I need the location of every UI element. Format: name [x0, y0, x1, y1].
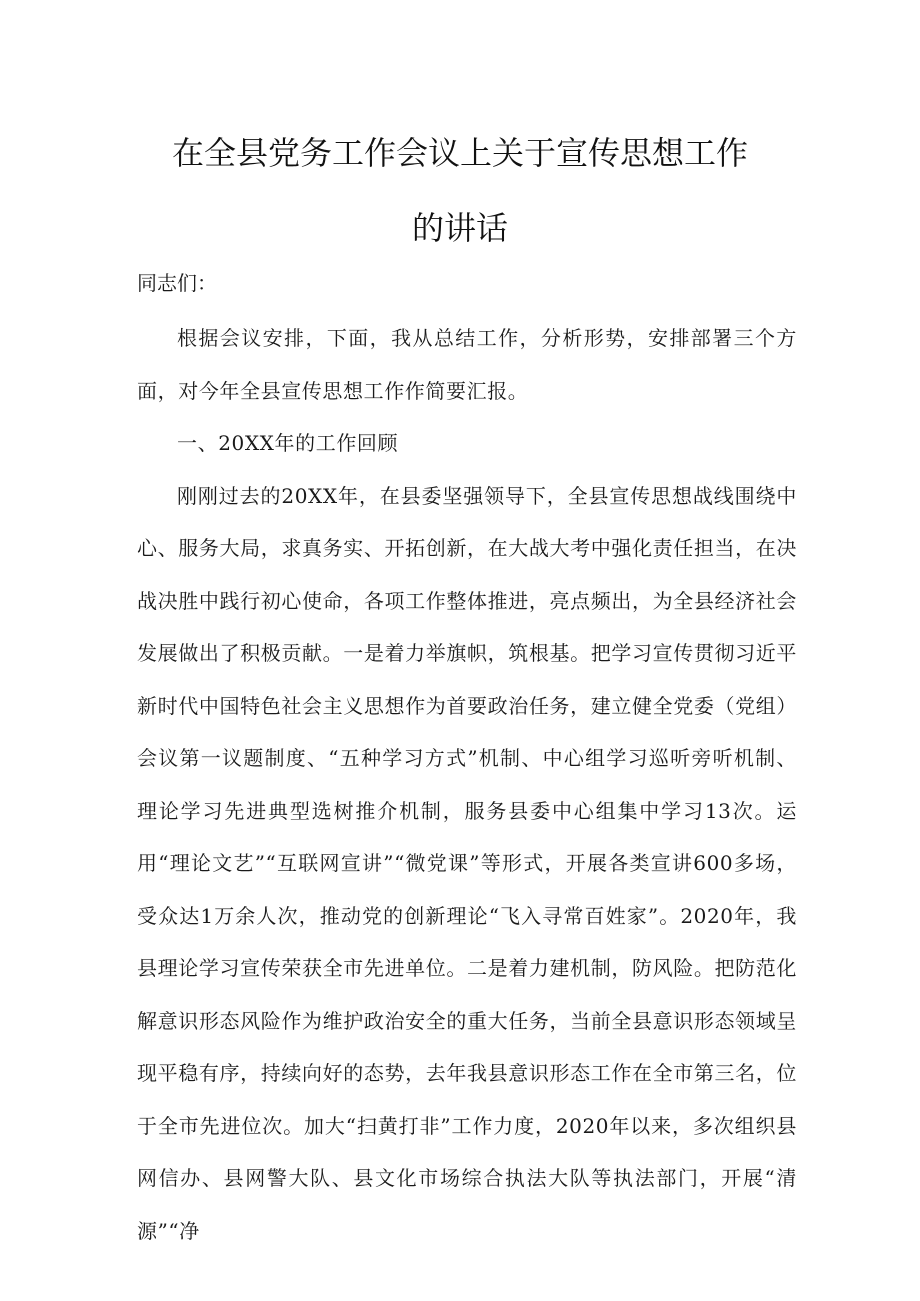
document-title-line-1: 在全县党务工作会议上关于宣传思想工作: [171, 134, 748, 172]
salutation: 同志们：: [137, 271, 217, 295]
section-heading: 一、20XX年的工作回顾: [177, 431, 399, 455]
review-paragraph: 刚刚过去的20XX年，在县委坚强领导下，全县宣传思想战线围绕中心、服务大局，求真务实、开拓创新，在大战大考中强化责任担当，在决战决胜中践行初心使命，各项工作整体推进，亮点频出，为全县经济社会发展做出了积极贡献。一是着力举旗帜，筑根基。把学习宣传贯彻习近平新时代中国特色社会主义思想作为首要政治任务，建立健全党委（党组）会议第一议题制度、“五种学习方式”机制、中心组学习巡听旁听机制、理论学习先进典型选树推介机制，服务县委中心组集中学习13次。运用“理论文艺”“互联网宣讲”“微党课”等形式，开展各类宣讲600多场，受众达1万余人次，推动党的创新理论“飞入寻常百姓家”。2020年，我县理论学习宣传荣获全市先进单位。二是着力建机制，防风险。把防范化解意识形态风险作为维护政治安全的重大任务，当前全县意识形态领域呈现平稳有序，持续向好的态势，去年我县意识形态工作在全市第三名，位于全市先进位次。加大“扫黄打非”工作力度，2020年以来，多次组织县网信办、县网警大队、县文化市场综合执法大队等执法部门，开展“清源”“净: [137, 483, 797, 1243]
intro-paragraph: 根据会议安排，下面，我从总结工作，分析形势，安排部署三个方面，对今年全县宣传思想工作作简要汇报。: [137, 326, 797, 403]
document-body: [137, 312, 797, 1257]
document-title-line-2: 的讲话: [411, 209, 508, 247]
